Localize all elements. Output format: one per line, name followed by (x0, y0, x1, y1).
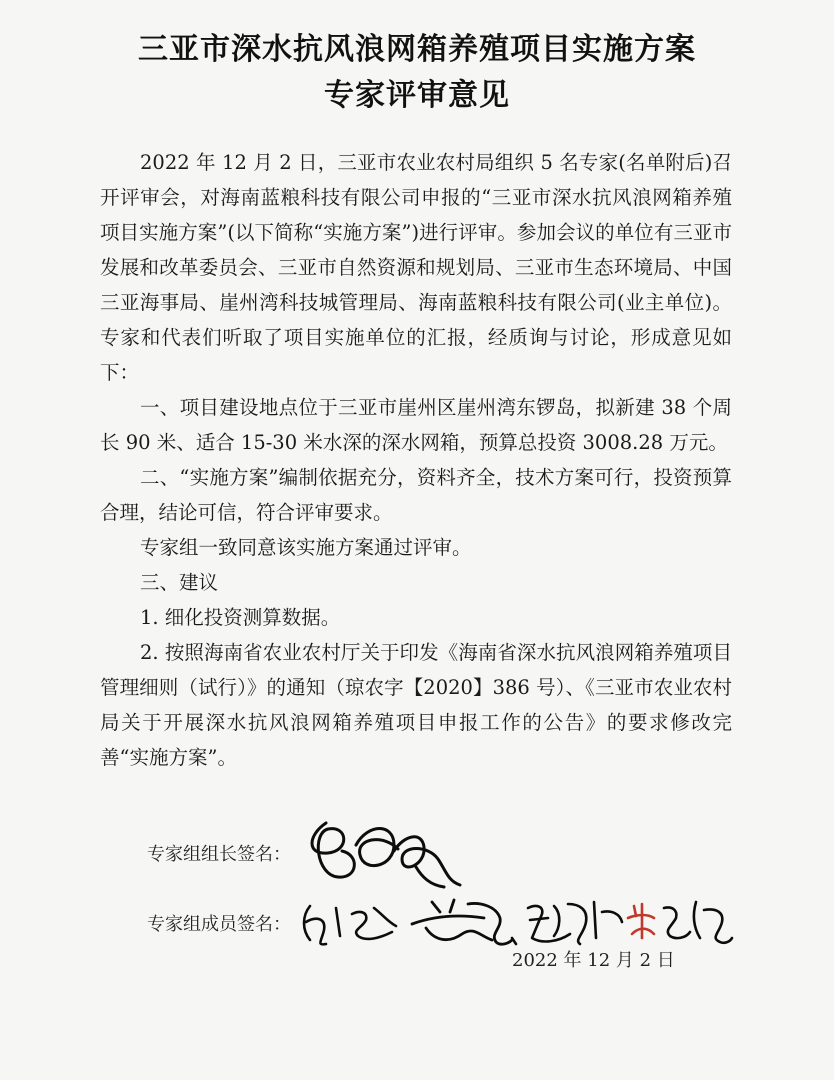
document-subtitle: 专家评审意见 (324, 78, 510, 113)
paragraph-suggestion-1: 1. 细化投资测算数据。 (140, 606, 341, 629)
paragraph-suggestion-heading: 三、建议 (140, 571, 219, 594)
paragraph-conclusion: 专家组一致同意该实施方案通过评审。 (140, 536, 472, 559)
member-signature-1 (296, 896, 406, 952)
signature-date: 2022 年 12 月 2 日 (512, 950, 675, 971)
paragraph-suggestion-2: 2. 按照海南省农业农村厅关于印发《海南省深水抗风浪网箱养殖项目管理细则（试行）》的通知（琼农字【2020】386 号）、《三亚市农业农村局关于开展深水抗风浪网箱养殖项目申报工作的公告》的要求修改完善“实施方案”。 (100, 641, 732, 769)
member-signature-2 (404, 894, 514, 950)
paragraph-opinion-1: 一、项目建设地点位于三亚市崖州区崖州湾东锣岛，拟新建 38 个周长 90 米、适合 15-30 米水深的深水网箱，预算总投资 3008.28 万元。 (100, 396, 732, 454)
member-signature-4 (624, 894, 734, 950)
document-title: 三亚市深水抗风浪网箱养殖项目实施方案 (138, 32, 696, 67)
members-signature-label: 专家组成员签名： (147, 914, 291, 935)
leader-signature (298, 815, 468, 895)
document-body (100, 145, 732, 775)
member-signature-3 (508, 894, 628, 950)
paragraph-opinion-2: 二、“实施方案”编制依据充分，资料齐全，技术方案可行，投资预算合理，结论可信，符合评审要求。 (100, 466, 732, 524)
paragraph-intro: 2022 年 12 月 2 日，三亚市农业农村局组织 5 名专家(名单附后)召开评审会，对海南蓝粮科技有限公司申报的“三亚市深水抗风浪网箱养殖项目实施方案”(以下简称“实施方案”)进行评审。参加会议的单位有三亚市发展和改革委员会、三亚市自然资源和规划局、三亚市生态环境局、中国三亚海事局、崖州湾科技城管理局、海南蓝粮科技有限公司(业主单位)。专家和代表们听取了项目实施单位的汇报，经质询与讨论，形成意见如下： (100, 151, 732, 384)
leader-signature-label: 专家组组长签名： (147, 844, 291, 865)
